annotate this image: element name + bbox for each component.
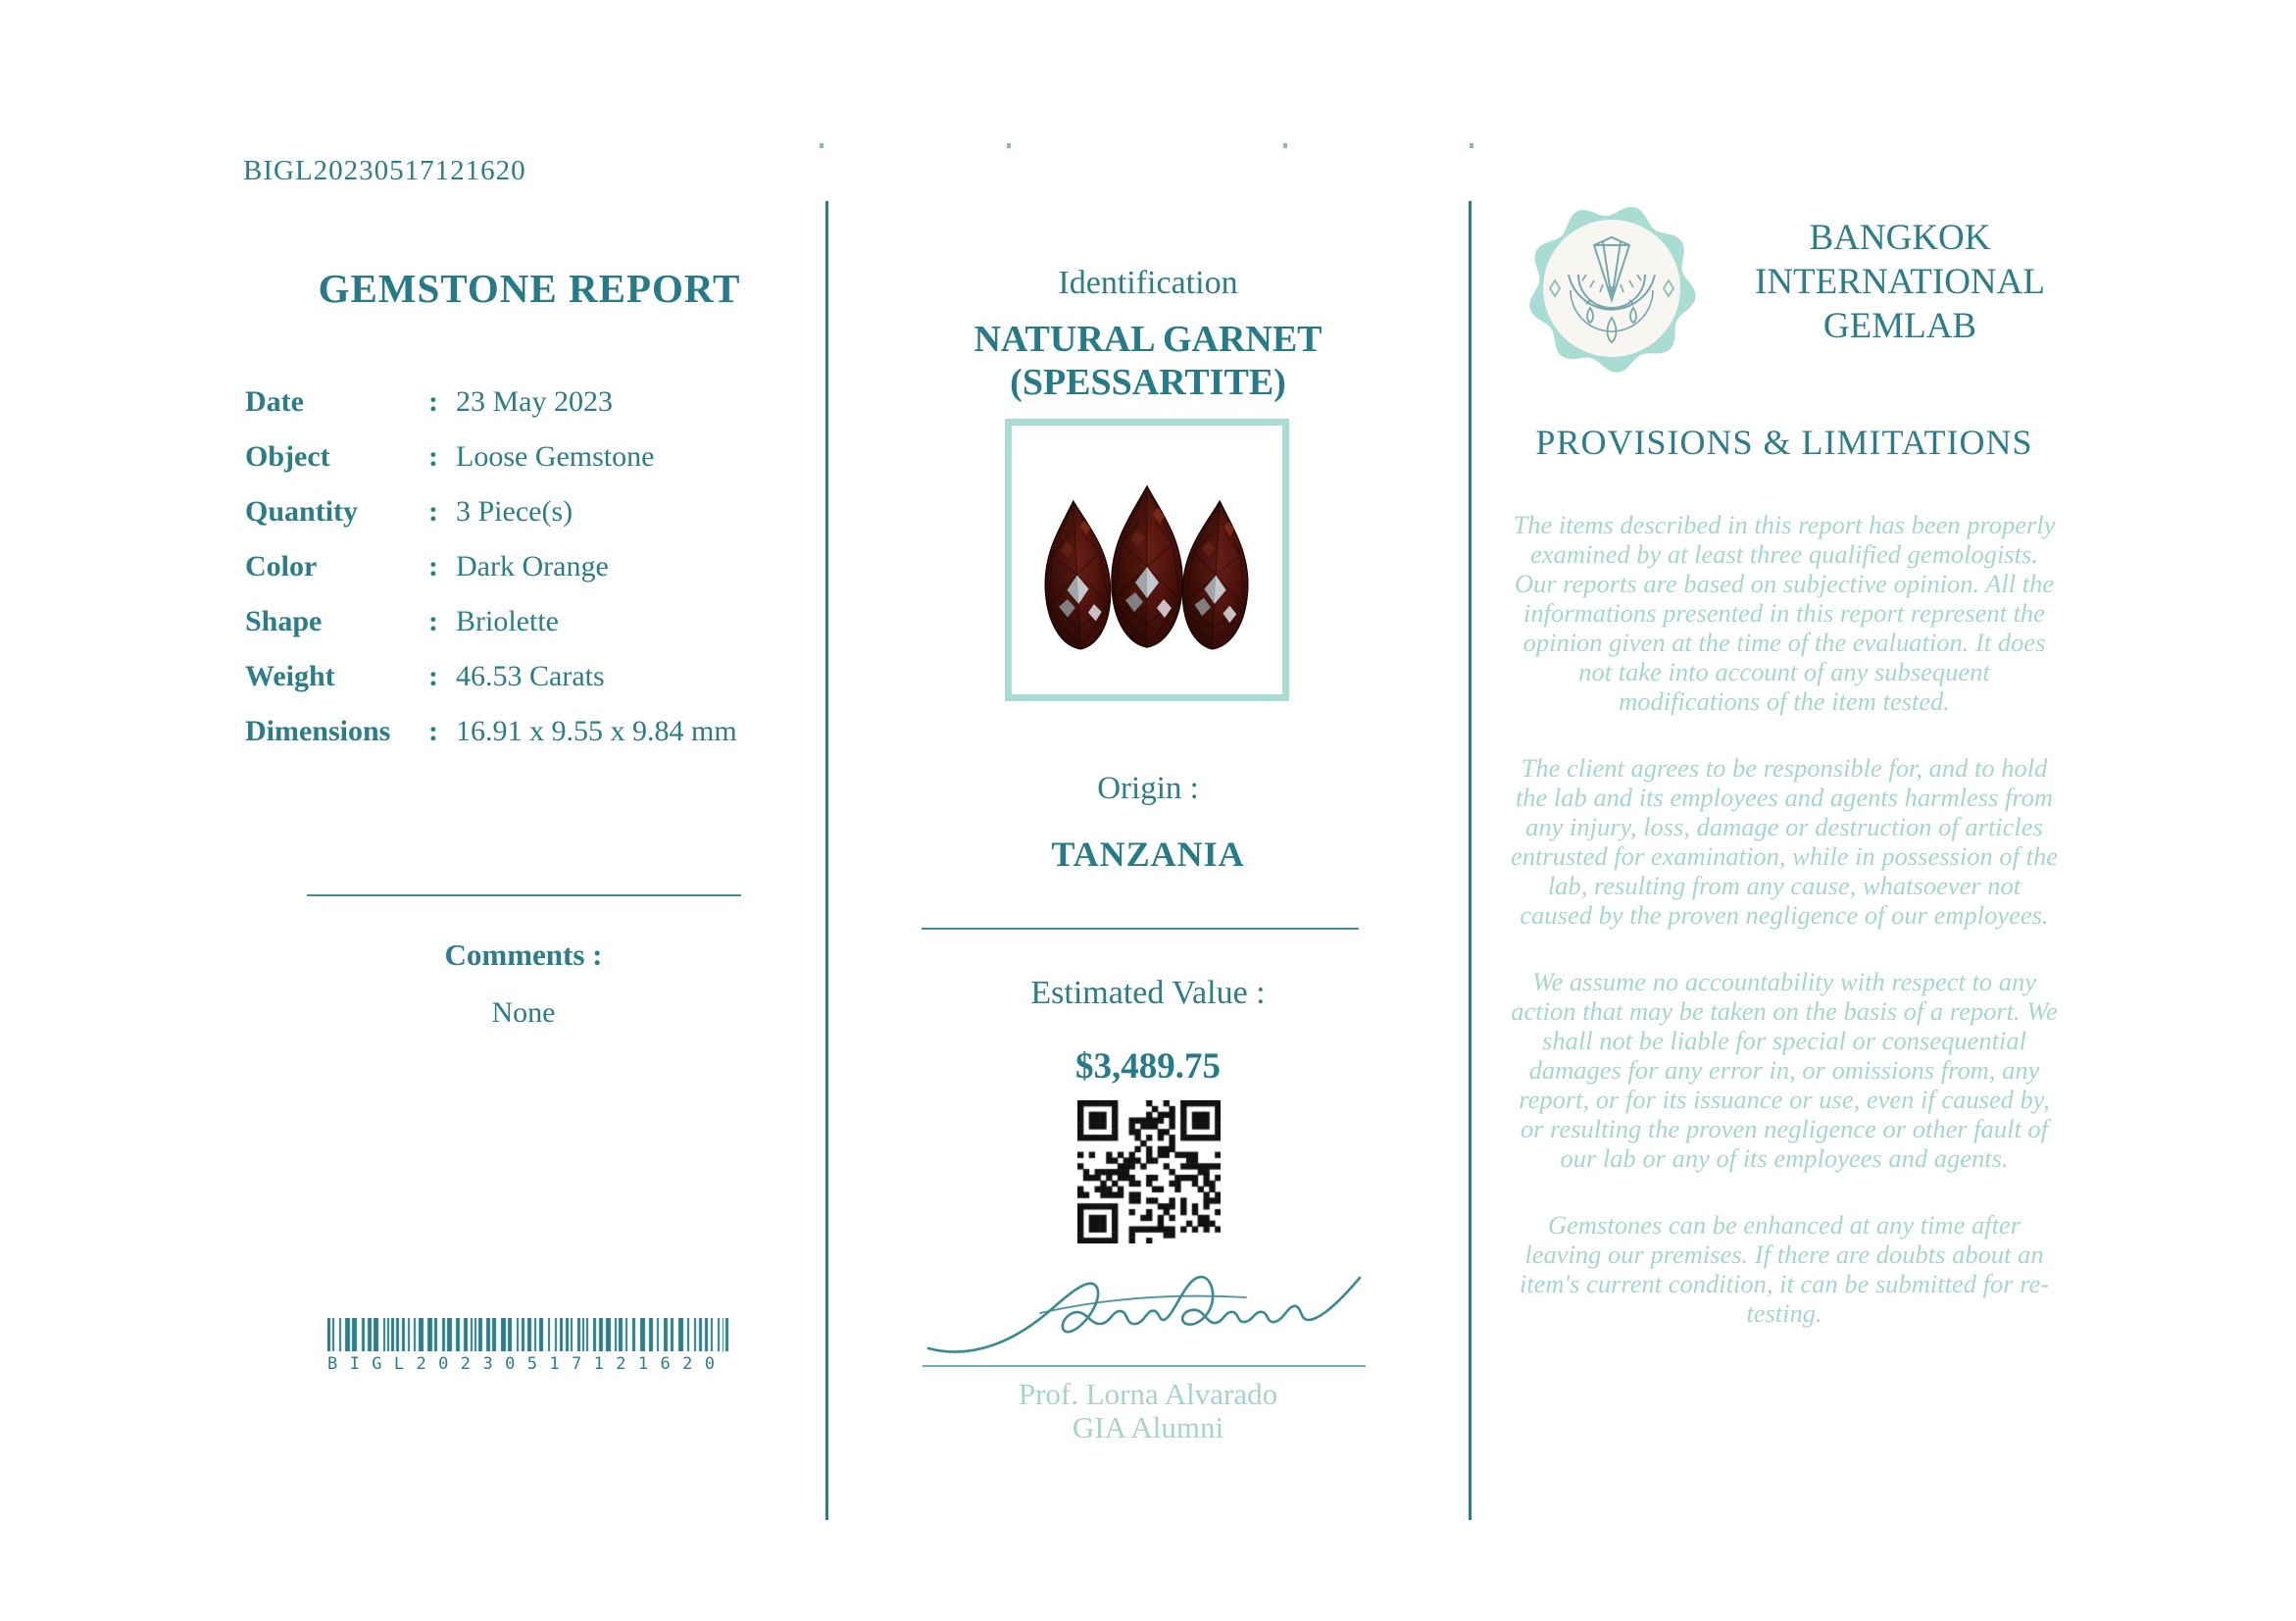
- signer-title: GIA Alumni: [1072, 1410, 1224, 1444]
- identification-heading: Identification: [1058, 265, 1238, 301]
- page-title: GEMSTONE REPORT: [318, 266, 741, 311]
- comments-label: Comments :: [444, 937, 603, 972]
- details-table: [245, 375, 794, 759]
- barcode-icon: [327, 1318, 731, 1351]
- table-row: [245, 484, 794, 539]
- table-row: [245, 704, 794, 759]
- detail-value: 16.91 x 9.55 x 9.84 mm: [456, 715, 737, 747]
- estimated-value-label: Estimated Value :: [1030, 975, 1266, 1011]
- detail-label: Quantity: [245, 495, 359, 528]
- estimated-value-amount: $3,489.75: [1075, 1046, 1221, 1087]
- provisions-heading: PROVISIONS & LIMITATIONS: [1535, 423, 2033, 462]
- gemstones-image: [1012, 426, 1282, 694]
- detail-separator: :: [428, 550, 438, 583]
- registration-dot: [820, 143, 824, 148]
- detail-label: Date: [245, 385, 304, 418]
- signer-name: Prof. Lorna Alvarado: [1018, 1377, 1278, 1411]
- table-row: [245, 539, 794, 594]
- detail-value: 46.53 Carats: [456, 660, 605, 692]
- report-number: BIGL20230517121620: [243, 155, 526, 186]
- detail-separator: :: [428, 715, 438, 747]
- provisions-paragraph: The client agrees to be responsible for, and to hold the lab and its employees and agents harmless from any injury, loss, damage or destruction of articles entrusted for examination, while in possession of the lab, resulting from any cause, whatsoever not caused by the proven negligence of our employees.: [1511, 753, 2058, 930]
- detail-label: Color: [245, 550, 318, 583]
- table-row: [245, 594, 794, 649]
- table-row: [245, 430, 794, 484]
- signature: [923, 1268, 1366, 1364]
- identification-result: NATURAL GARNET (SPESSARTITE): [973, 319, 1323, 403]
- table-row: [245, 375, 794, 430]
- provisions-text: [1510, 510, 2059, 1365]
- registration-dot: [1283, 143, 1287, 148]
- column-divider-right: [1469, 201, 1472, 1520]
- detail-separator: :: [428, 440, 438, 473]
- lab-name-line: GEMLAB: [1822, 306, 1977, 346]
- comments-value: None: [491, 996, 556, 1029]
- comments-divider: [307, 894, 741, 896]
- detail-value: 3 Piece(s): [456, 495, 574, 528]
- table-row: [245, 649, 794, 704]
- registration-dot: [1007, 143, 1011, 148]
- lab-name-line: INTERNATIONAL: [1755, 262, 2045, 302]
- detail-separator: :: [428, 385, 438, 418]
- value-divider: [922, 928, 1359, 930]
- provisions-paragraph: The items described in this report has been properly examined by at least three qualified gemologists. Our reports are based on subjective opinion. All the informations presented in this report represent the opinion given at the time of the evaluation. It does not take into account of any subsequent modifications of the item tested.: [1513, 510, 2056, 716]
- detail-value: Briolette: [456, 605, 559, 637]
- detail-label: Weight: [245, 660, 335, 692]
- gem-necklace-badge-icon: [1525, 202, 1698, 375]
- barcode-text: BIGL20230517121620: [327, 1354, 727, 1374]
- detail-label: Shape: [245, 605, 323, 637]
- detail-value: Dark Orange: [456, 550, 609, 583]
- detail-label: Object: [245, 440, 330, 473]
- detail-label: Dimensions: [245, 715, 391, 747]
- detail-value: Loose Gemstone: [456, 440, 655, 473]
- column-divider-left: [825, 201, 828, 1520]
- gemstone-photo: [1005, 419, 1289, 701]
- qr-code-icon: [1077, 1100, 1221, 1243]
- lab-name-line: BANGKOK: [1809, 218, 1991, 258]
- detail-separator: :: [428, 605, 438, 637]
- lab-name: [1727, 216, 2072, 348]
- detail-separator: :: [428, 660, 438, 692]
- signature-underline: [923, 1365, 1366, 1367]
- registration-dot: [1470, 143, 1473, 148]
- detail-value: 23 May 2023: [456, 385, 613, 418]
- detail-separator: :: [428, 495, 438, 528]
- provisions-paragraph: Gemstones can be enhanced at any time after leaving our premises. If there are doubts about an item's current condition, it can be submitted for re-testing.: [1519, 1210, 2050, 1328]
- barcode: [327, 1318, 731, 1374]
- origin-label: Origin :: [1097, 771, 1199, 806]
- provisions-paragraph: We assume no accountability with respect to any action that may be taken on the basis of a report. We shall not be liable for special or consequential damages for any error in, or omissions from, any report, or for its issuance or use, even if caused by, or resulting the proven negligence or other fault of our lab or any of its employees and agents.: [1511, 967, 2058, 1173]
- origin-value: TANZANIA: [1051, 835, 1245, 874]
